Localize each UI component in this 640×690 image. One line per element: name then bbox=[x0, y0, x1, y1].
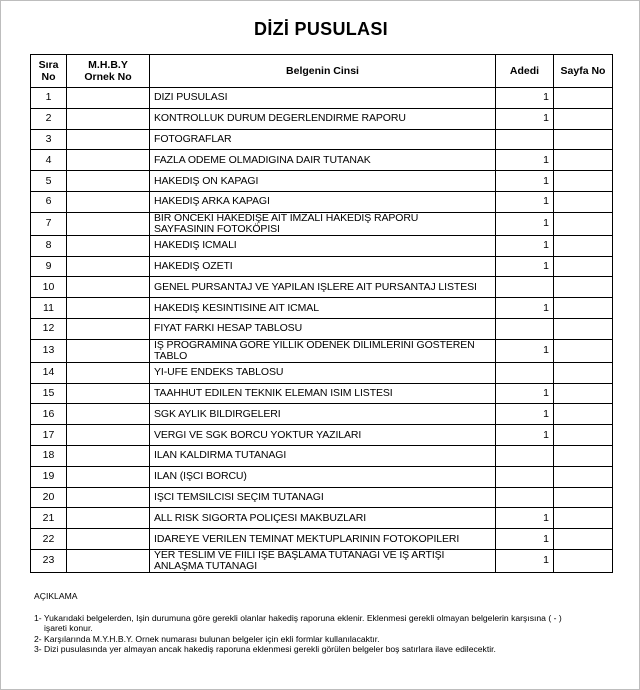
row-quantity-cell: 1 bbox=[496, 235, 554, 256]
row-description-cell bbox=[150, 256, 496, 277]
row-page-cell bbox=[554, 508, 613, 529]
row-number-cell: 7 bbox=[31, 212, 67, 235]
row-number-cell: 8 bbox=[31, 235, 67, 256]
row-description-cell bbox=[150, 318, 496, 339]
row-description-cell bbox=[150, 362, 496, 383]
row-description-cell bbox=[150, 108, 496, 129]
row-number-cell: 4 bbox=[31, 150, 67, 171]
row-description-line: HAKEDIŞ KESINTISINE AIT ICMAL bbox=[154, 301, 319, 314]
row-page-cell bbox=[554, 235, 613, 256]
row-page-cell bbox=[554, 171, 613, 192]
row-description-cell bbox=[150, 129, 496, 150]
row-description-line: ANLAŞMA TUTANAGI bbox=[154, 559, 258, 572]
row-description-cell bbox=[150, 529, 496, 550]
row-ref-cell bbox=[67, 235, 150, 256]
table-row bbox=[31, 277, 613, 298]
table-row bbox=[31, 129, 613, 150]
row-quantity-cell bbox=[496, 129, 554, 150]
row-description-cell bbox=[150, 425, 496, 446]
row-description-cell bbox=[150, 171, 496, 192]
row-ref-cell bbox=[67, 549, 150, 572]
row-page-cell bbox=[554, 88, 613, 109]
row-description-cell bbox=[150, 235, 496, 256]
table-row bbox=[31, 171, 613, 192]
row-ref-cell bbox=[67, 277, 150, 298]
table-row bbox=[31, 529, 613, 550]
row-quantity-cell: 1 bbox=[496, 256, 554, 277]
row-description-line: HAKEDIŞ ICMALI bbox=[154, 239, 237, 252]
row-number-cell: 15 bbox=[31, 383, 67, 404]
row-quantity-cell bbox=[496, 466, 554, 487]
row-description-line: ILAN (IŞCI BORCU) bbox=[154, 470, 247, 483]
row-description-line: YI-UFE ENDEKS TABLOSU bbox=[154, 366, 284, 379]
note-item: 3- Dizi pusulasında yer almayan ancak hakediş raporuna eklenmesi gerekli görülen belgeler boş satırlara ilave edilecektir. bbox=[34, 644, 496, 654]
row-description-cell bbox=[150, 508, 496, 529]
row-description-cell bbox=[150, 445, 496, 466]
row-quantity-cell: 1 bbox=[496, 339, 554, 362]
row-ref-cell bbox=[67, 425, 150, 446]
row-ref-cell bbox=[67, 256, 150, 277]
row-ref-cell bbox=[67, 318, 150, 339]
row-page-cell bbox=[554, 298, 613, 319]
row-ref-cell bbox=[67, 445, 150, 466]
table-row bbox=[31, 212, 613, 235]
row-quantity-cell: 1 bbox=[496, 404, 554, 425]
notes-heading: AÇIKLAMA bbox=[34, 591, 78, 601]
row-quantity-cell: 1 bbox=[496, 425, 554, 446]
row-description-line: HAKEDIŞ ARKA KAPAGI bbox=[154, 195, 270, 208]
row-quantity-cell bbox=[496, 445, 554, 466]
row-description-line: IŞ PROGRAMINA GORE YILLIK ODENEK DILIMLERINI GOSTEREN bbox=[154, 339, 475, 351]
row-number-cell: 9 bbox=[31, 256, 67, 277]
row-description-line: IDAREYE VERILEN TEMINAT MEKTUPLARININ FOTOKOPILERI bbox=[154, 532, 460, 545]
row-description-line: BIR ONCEKI HAKEDIŞE AIT IMZALI HAKEDIŞ RAPORU bbox=[154, 212, 419, 224]
row-page-cell bbox=[554, 150, 613, 171]
row-number-cell: 5 bbox=[31, 171, 67, 192]
row-number-cell: 17 bbox=[31, 425, 67, 446]
header-sayfa-no: Sayfa No bbox=[554, 55, 613, 88]
row-number-cell: 3 bbox=[31, 129, 67, 150]
row-page-cell bbox=[554, 487, 613, 508]
row-ref-cell bbox=[67, 129, 150, 150]
table-row bbox=[31, 445, 613, 466]
table-row bbox=[31, 466, 613, 487]
table-row bbox=[31, 404, 613, 425]
row-ref-cell bbox=[67, 487, 150, 508]
row-ref-cell bbox=[67, 508, 150, 529]
row-number-cell: 23 bbox=[31, 549, 67, 572]
row-ref-cell bbox=[67, 171, 150, 192]
header-sira-no: Sıra No bbox=[31, 55, 67, 88]
row-quantity-cell: 1 bbox=[496, 508, 554, 529]
row-ref-cell bbox=[67, 529, 150, 550]
row-description-line: TAAHHUT EDILEN TEKNIK ELEMAN ISIM LISTESI bbox=[154, 386, 393, 399]
note-item: 1- Yukarıdaki belgelerden, Işin durumuna göre gerekli olanlar hakediş raporuna eklenir. Eklenmesi gerekli olmayan belgelerin karşısına ( - ) işareti konur. bbox=[34, 612, 562, 633]
row-description-cell bbox=[150, 212, 496, 235]
row-quantity-cell: 1 bbox=[496, 88, 554, 109]
row-description-line: KONTROLLUK DURUM DEGERLENDIRME RAPORU bbox=[154, 112, 406, 125]
table-row bbox=[31, 235, 613, 256]
row-description-line: SGK AYLIK BILDIRGELERI bbox=[154, 407, 281, 420]
row-description-cell bbox=[150, 487, 496, 508]
row-description-line: HAKEDIŞ ON KAPAGI bbox=[154, 174, 259, 187]
row-description-cell bbox=[150, 404, 496, 425]
row-number-cell: 6 bbox=[31, 191, 67, 212]
row-description-line: SAYFASININ FOTOKÖPISI bbox=[154, 222, 280, 235]
row-ref-cell bbox=[67, 150, 150, 171]
table-row bbox=[31, 108, 613, 129]
row-page-cell bbox=[554, 466, 613, 487]
header-mhby-ornek-no: M.H.B.Y Ornek No bbox=[67, 55, 150, 88]
row-page-cell bbox=[554, 129, 613, 150]
row-number-cell: 2 bbox=[31, 108, 67, 129]
row-ref-cell bbox=[67, 191, 150, 212]
row-number-cell: 12 bbox=[31, 318, 67, 339]
row-page-cell bbox=[554, 425, 613, 446]
row-page-cell bbox=[554, 404, 613, 425]
row-description-cell bbox=[150, 150, 496, 171]
row-ref-cell bbox=[67, 383, 150, 404]
row-number-cell: 16 bbox=[31, 404, 67, 425]
table-row bbox=[31, 318, 613, 339]
table-row bbox=[31, 88, 613, 109]
row-description-cell bbox=[150, 339, 496, 362]
row-description-line: TABLO bbox=[154, 349, 188, 362]
table-row bbox=[31, 549, 613, 572]
row-ref-cell bbox=[67, 404, 150, 425]
row-description-line: GENEL PURSANTAJ VE YAPILAN IŞLERE AIT PURSANTAJ LISTESI bbox=[154, 280, 477, 293]
row-page-cell bbox=[554, 549, 613, 572]
row-page-cell bbox=[554, 256, 613, 277]
row-number-cell: 11 bbox=[31, 298, 67, 319]
row-description-line: IŞCI TEMSILCISI SEÇIM TUTANAGI bbox=[154, 490, 324, 503]
table-header-row bbox=[31, 55, 613, 88]
row-number-cell: 10 bbox=[31, 277, 67, 298]
row-page-cell bbox=[554, 318, 613, 339]
table-body bbox=[31, 88, 613, 573]
row-description-line: FOTOGRAFLAR bbox=[154, 132, 232, 145]
row-description-line: FAZLA ODEME OLMADIGINA DAIR TUTANAK bbox=[154, 153, 371, 166]
row-description-cell bbox=[150, 466, 496, 487]
header-adedi: Adedi bbox=[496, 55, 554, 88]
row-quantity-cell: 1 bbox=[496, 298, 554, 319]
row-quantity-cell: 1 bbox=[496, 383, 554, 404]
row-description-cell bbox=[150, 88, 496, 109]
row-number-cell: 18 bbox=[31, 445, 67, 466]
table-row bbox=[31, 383, 613, 404]
table-row bbox=[31, 298, 613, 319]
row-number-cell: 21 bbox=[31, 508, 67, 529]
table-row bbox=[31, 362, 613, 383]
row-quantity-cell: 1 bbox=[496, 171, 554, 192]
row-number-cell: 22 bbox=[31, 529, 67, 550]
table-row bbox=[31, 191, 613, 212]
row-page-cell bbox=[554, 383, 613, 404]
row-quantity-cell bbox=[496, 318, 554, 339]
row-ref-cell bbox=[67, 298, 150, 319]
row-description-line: DIZI PUSULASI bbox=[154, 91, 228, 104]
row-quantity-cell bbox=[496, 487, 554, 508]
row-ref-cell bbox=[67, 362, 150, 383]
row-number-cell: 19 bbox=[31, 466, 67, 487]
row-quantity-cell: 1 bbox=[496, 150, 554, 171]
table-row bbox=[31, 150, 613, 171]
row-description-cell bbox=[150, 191, 496, 212]
row-ref-cell bbox=[67, 466, 150, 487]
table-row bbox=[31, 508, 613, 529]
row-quantity-cell bbox=[496, 362, 554, 383]
row-number-cell: 20 bbox=[31, 487, 67, 508]
row-page-cell bbox=[554, 277, 613, 298]
row-page-cell bbox=[554, 529, 613, 550]
row-page-cell bbox=[554, 339, 613, 362]
row-page-cell bbox=[554, 191, 613, 212]
document-title: DİZİ PUSULASI bbox=[254, 19, 388, 39]
row-quantity-cell: 1 bbox=[496, 108, 554, 129]
row-number-cell: 14 bbox=[31, 362, 67, 383]
row-quantity-cell: 1 bbox=[496, 529, 554, 550]
document-list-table bbox=[30, 54, 613, 573]
row-number-cell: 1 bbox=[31, 88, 67, 109]
notes-section bbox=[34, 591, 619, 655]
row-page-cell bbox=[554, 362, 613, 383]
table-row bbox=[31, 425, 613, 446]
row-quantity-cell: 1 bbox=[496, 191, 554, 212]
row-page-cell bbox=[554, 445, 613, 466]
row-ref-cell bbox=[67, 339, 150, 362]
row-ref-cell bbox=[67, 108, 150, 129]
row-quantity-cell: 1 bbox=[496, 549, 554, 572]
row-description-line: HAKEDIŞ OZETI bbox=[154, 259, 233, 272]
row-description-cell bbox=[150, 383, 496, 404]
table-row bbox=[31, 487, 613, 508]
row-description-line: ILAN KALDIRMA TUTANAGI bbox=[154, 449, 287, 462]
table-row bbox=[31, 339, 613, 362]
row-quantity-cell: 1 bbox=[496, 212, 554, 235]
row-description-cell bbox=[150, 549, 496, 572]
row-number-cell: 13 bbox=[31, 339, 67, 362]
row-ref-cell bbox=[67, 212, 150, 235]
note-item: 2- Karşılarında M.Y.H.B.Y. Ornek numarası bulunan belgeler için ekli formlar kullanılacaktır. bbox=[34, 633, 380, 644]
row-description-line: FIYAT FARKI HESAP TABLOSU bbox=[154, 322, 303, 335]
table-row bbox=[31, 256, 613, 277]
row-page-cell bbox=[554, 108, 613, 129]
header-belgenin-cinsi: Belgenin Cinsi bbox=[150, 55, 496, 88]
row-page-cell bbox=[554, 212, 613, 235]
row-description-cell bbox=[150, 298, 496, 319]
row-description-cell bbox=[150, 277, 496, 298]
row-description-line: ALL RISK SIGORTA POLIÇESI MAKBUZLARI bbox=[154, 511, 367, 524]
row-quantity-cell bbox=[496, 277, 554, 298]
row-description-line: YER TESLIM VE FIILI IŞE BAŞLAMA TUTANAGI VE IŞ ARTIŞI bbox=[154, 549, 445, 561]
row-description-line: VERGI VE SGK BORCU YOKTUR YAZILARI bbox=[154, 428, 362, 441]
row-ref-cell bbox=[67, 88, 150, 109]
